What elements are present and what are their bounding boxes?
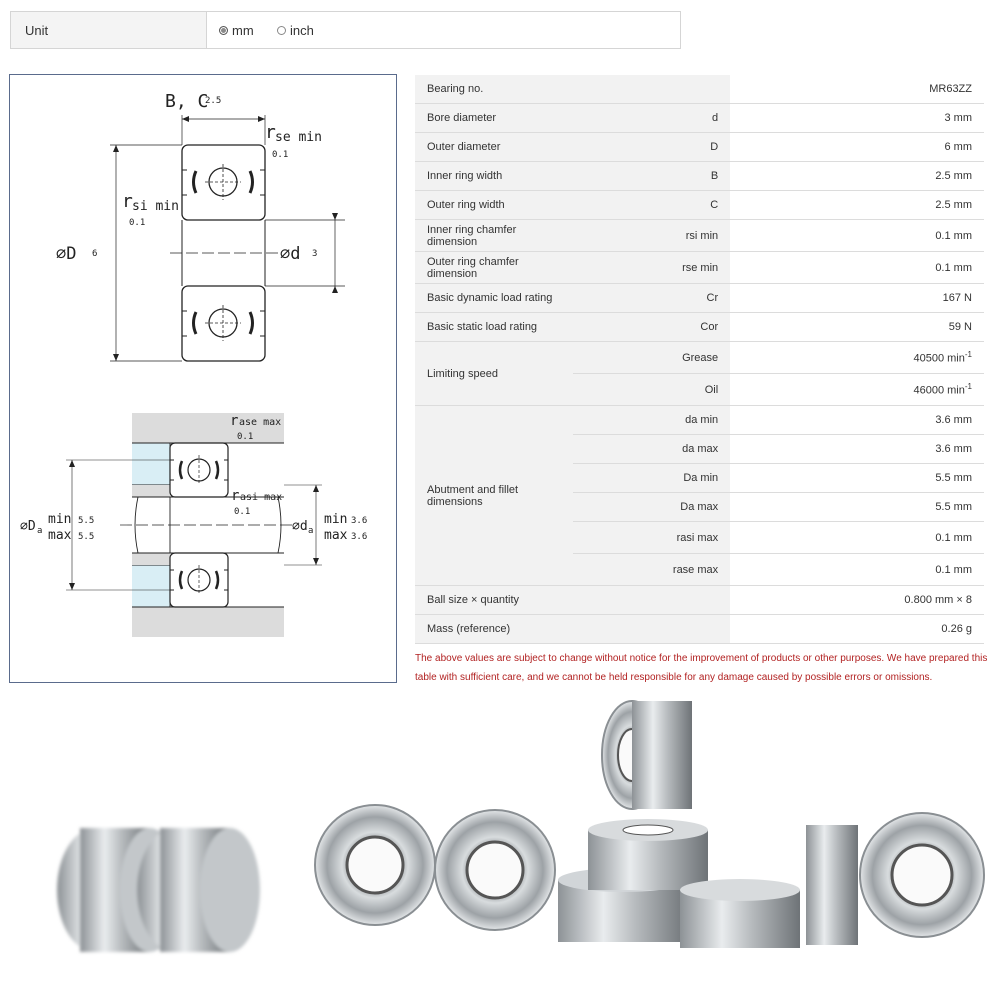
bearing-drawing bbox=[10, 75, 396, 682]
row-label: Inner ring width bbox=[415, 162, 573, 191]
table-row bbox=[415, 313, 984, 342]
rse-value: 0.1 bbox=[272, 150, 289, 160]
rse-label-r: r bbox=[265, 122, 276, 143]
rase-label-sub: ase max bbox=[239, 417, 282, 428]
unit-option-mm-label: mm bbox=[232, 23, 254, 38]
row-symbol: rse min bbox=[573, 252, 731, 284]
unit-label-cell bbox=[11, 12, 207, 48]
bearing-no-value: MR63ZZ bbox=[730, 75, 984, 104]
mass-label: Mass (reference) bbox=[415, 615, 730, 644]
rase-label-r: r bbox=[230, 413, 239, 429]
row-value: 0.1 mm bbox=[730, 220, 984, 252]
row-value: 0.1 mm bbox=[730, 554, 984, 586]
table-row bbox=[415, 220, 984, 252]
table-row bbox=[415, 284, 984, 313]
rsi-label-r: r bbox=[122, 191, 133, 212]
abutment-label: Abutment and fillet dimensions bbox=[415, 406, 573, 586]
row-symbol: d bbox=[573, 104, 731, 133]
table-row bbox=[415, 162, 984, 191]
bearing-drawing-panel bbox=[9, 74, 397, 683]
shaft-diameter-sub: a bbox=[308, 526, 314, 536]
row-value: 0.1 mm bbox=[730, 252, 984, 284]
rase-value: 0.1 bbox=[237, 432, 254, 442]
bore-diameter-label: ⌀d bbox=[280, 244, 301, 264]
oil-value bbox=[730, 374, 984, 406]
rse-label-sub: se min bbox=[275, 130, 322, 145]
radio-checked-icon[interactable] bbox=[219, 26, 228, 35]
table-row bbox=[415, 406, 984, 435]
row-symbol: Cr bbox=[573, 284, 731, 313]
unit-radio-mm[interactable] bbox=[219, 23, 254, 38]
unit-exponent: -1 bbox=[964, 382, 972, 392]
row-value: 167 N bbox=[730, 284, 984, 313]
row-value: 0.1 mm bbox=[730, 522, 984, 554]
table-row bbox=[415, 252, 984, 284]
spec-table bbox=[415, 75, 984, 644]
table-row bbox=[415, 133, 984, 162]
da-housing-min-value: 5.5 bbox=[78, 516, 95, 526]
table-row bbox=[415, 586, 984, 615]
rasi-label-sub: asi max bbox=[240, 492, 283, 503]
row-label: Inner ring chamfer dimension bbox=[415, 220, 573, 252]
row-symbol: Da max bbox=[573, 493, 731, 522]
unit-selector bbox=[10, 11, 681, 49]
row-symbol: da max bbox=[573, 435, 731, 464]
grease-speed: 40500 min bbox=[913, 352, 965, 365]
outer-diameter-label: ⌀D bbox=[56, 244, 77, 264]
row-symbol: rasi max bbox=[573, 522, 731, 554]
disclaimer-notice: The above values are subject to change without notice for the improvement of products or other purposes. We have prepared this table with sufficient care, and we cannot be held responsible for any damage caused by possible errors or omissions. bbox=[415, 653, 988, 683]
product-photo bbox=[0, 690, 1000, 1000]
row-label: Outer ring chamfer dimension bbox=[415, 252, 573, 284]
mass-value: 0.26 g bbox=[730, 615, 984, 644]
ball-label: Ball size × quantity bbox=[415, 586, 730, 615]
row-value: 6 mm bbox=[730, 133, 984, 162]
table-row bbox=[415, 615, 984, 644]
unit-radio-inch[interactable] bbox=[277, 23, 314, 38]
row-value: 59 N bbox=[730, 313, 984, 342]
row-value: 2.5 mm bbox=[730, 191, 984, 220]
row-label: Basic static load rating bbox=[415, 313, 573, 342]
da-housing-max-label: max bbox=[48, 528, 72, 543]
row-symbol: rase max bbox=[573, 554, 731, 586]
rasi-value: 0.1 bbox=[234, 507, 251, 517]
housing-diameter-sub: a bbox=[37, 526, 43, 536]
row-value: 5.5 mm bbox=[730, 493, 984, 522]
bc-label: B, C bbox=[165, 91, 209, 112]
row-symbol: rsi min bbox=[573, 220, 731, 252]
row-label: Outer diameter bbox=[415, 133, 573, 162]
limiting-speed-label: Limiting speed bbox=[415, 342, 573, 406]
ball-value: 0.800 mm × 8 bbox=[730, 586, 984, 615]
bearing-no-label: Bearing no. bbox=[415, 75, 730, 104]
mounting-cross-section bbox=[120, 413, 295, 637]
grease-label: Grease bbox=[573, 342, 731, 374]
bearing-cross-section bbox=[170, 145, 280, 361]
row-symbol: C bbox=[573, 191, 731, 220]
bc-value: 2.5 bbox=[205, 96, 222, 106]
row-label: Bore diameter bbox=[415, 104, 573, 133]
row-symbol: D bbox=[573, 133, 731, 162]
row-value: 2.5 mm bbox=[730, 162, 984, 191]
table-row bbox=[415, 104, 984, 133]
da-shaft-max-label: max bbox=[324, 528, 348, 543]
grease-value bbox=[730, 342, 984, 374]
outer-diameter-value: 6 bbox=[92, 249, 98, 259]
row-value: 3.6 mm bbox=[730, 435, 984, 464]
da-housing-min-label: min bbox=[48, 512, 72, 527]
radio-unchecked-icon[interactable] bbox=[277, 26, 286, 35]
da-shaft-min-label: min bbox=[324, 512, 348, 527]
row-label: Basic dynamic load rating bbox=[415, 284, 573, 313]
row-value: 5.5 mm bbox=[730, 464, 984, 493]
row-value: 3 mm bbox=[730, 104, 984, 133]
rasi-label-r: r bbox=[231, 488, 240, 504]
oil-label: Oil bbox=[573, 374, 731, 406]
row-symbol: Cor bbox=[573, 313, 731, 342]
table-row bbox=[415, 191, 984, 220]
bore-diameter-value: 3 bbox=[312, 249, 318, 259]
unit-exponent: -1 bbox=[964, 350, 972, 360]
table-row bbox=[415, 342, 984, 374]
unit-option-inch-label: inch bbox=[290, 23, 314, 38]
row-symbol: Da min bbox=[573, 464, 731, 493]
oil-speed: 46000 min bbox=[913, 384, 965, 397]
row-value: 3.6 mm bbox=[730, 406, 984, 435]
rsi-label-sub: si min bbox=[132, 199, 179, 214]
da-housing-max-value: 5.5 bbox=[78, 532, 95, 542]
table-row bbox=[415, 75, 984, 104]
row-symbol: B bbox=[573, 162, 731, 191]
rsi-value: 0.1 bbox=[129, 218, 146, 228]
shaft-diameter-label: ⌀d bbox=[292, 519, 308, 534]
da-shaft-max-value: 3.6 bbox=[351, 532, 368, 542]
da-shaft-min-value: 3.6 bbox=[351, 516, 368, 526]
row-symbol: da min bbox=[573, 406, 731, 435]
housing-diameter-label: ⌀D bbox=[20, 519, 36, 534]
row-label: Outer ring width bbox=[415, 191, 573, 220]
unit-label: Unit bbox=[25, 23, 49, 38]
